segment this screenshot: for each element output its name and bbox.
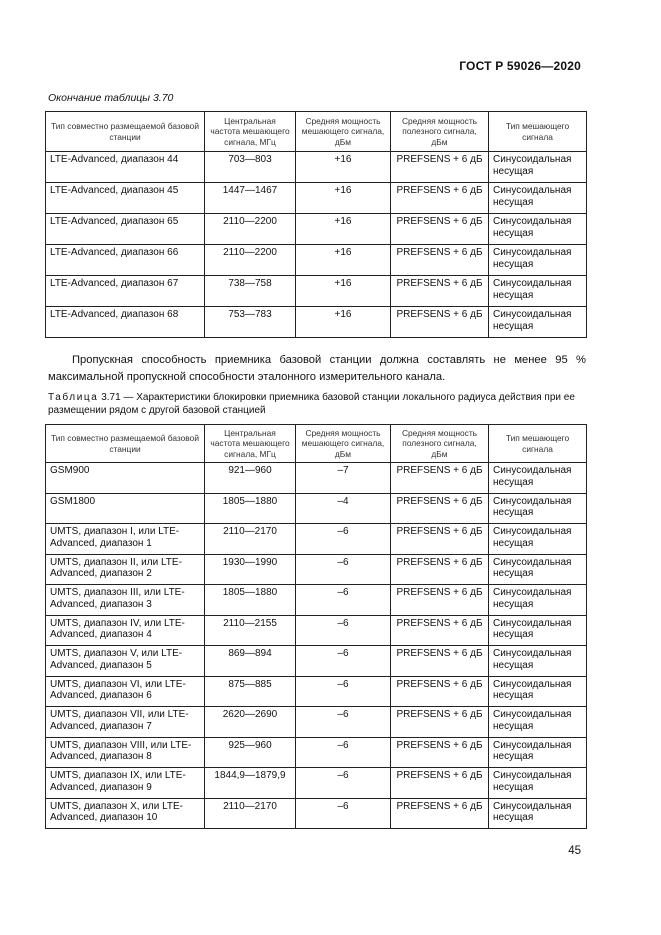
table-row [46, 676, 587, 707]
cell-center-frequency: 2110—2200 [205, 214, 296, 245]
cell-bs-type: UMTS, диапазон VI, или LTE-Advanced, диапазон 6 [46, 676, 205, 707]
cell-interferer-power: +16 [296, 307, 391, 338]
cell-bs-type: LTE-Advanced, диапазон 67 [46, 276, 205, 307]
cell-center-frequency: 2110—2200 [205, 245, 296, 276]
table-body [46, 152, 587, 338]
table-body [46, 463, 587, 829]
cell-wanted-power: PREFSENS + 6 дБ [391, 152, 489, 183]
column-header-center-frequency: Центральная частота мешающего сигнала, МГц [205, 112, 296, 152]
cell-interferer-power: –6 [296, 737, 391, 768]
cell-interferer-type: Синусоидальная несущая [489, 768, 587, 799]
cell-bs-type: GSM1800 [46, 493, 205, 524]
cell-wanted-power: PREFSENS + 6 дБ [391, 737, 489, 768]
cell-interferer-type: Синусоидальная несущая [489, 646, 587, 677]
cell-interferer-type: Синусоидальная несущая [489, 798, 587, 829]
table-row [46, 463, 587, 494]
cell-interferer-power: –7 [296, 463, 391, 494]
table-row [46, 615, 587, 646]
cell-wanted-power: PREFSENS + 6 дБ [391, 615, 489, 646]
cell-interferer-type: Синусоидальная несущая [489, 554, 587, 585]
table-3-71 [45, 424, 587, 829]
cell-interferer-type: Синусоидальная несущая [489, 737, 587, 768]
column-header-interferer-power: Средняя мощность мешающего сигнала, дБм [296, 425, 391, 463]
table-caption-text: 3.71 — Характеристики блокировки приемника базовой станции локального радиуса действия при ее размещении рядом с другой базовой станцией [48, 392, 575, 416]
column-header-bs-type: Тип совместно размещаемой базовой станции [46, 425, 205, 463]
table-row [46, 585, 587, 616]
cell-center-frequency: 921—960 [205, 463, 296, 494]
table-header-row [46, 112, 587, 152]
document-standard-header: ГОСТ Р 59026—2020 [459, 59, 581, 73]
cell-interferer-power: –6 [296, 554, 391, 585]
cell-interferer-type: Синусоидальная несущая [489, 615, 587, 646]
column-header-bs-type: Тип совместно размещаемой базовой станции [46, 112, 205, 152]
cell-center-frequency: 875—885 [205, 676, 296, 707]
cell-interferer-power: –6 [296, 798, 391, 829]
cell-wanted-power: PREFSENS + 6 дБ [391, 524, 489, 555]
cell-center-frequency: 2110—2155 [205, 615, 296, 646]
cell-wanted-power: PREFSENS + 6 дБ [391, 585, 489, 616]
cell-interferer-type: Синусоидальная несущая [489, 493, 587, 524]
cell-bs-type: UMTS, диапазон VII, или LTE-Advanced, диапазон 7 [46, 707, 205, 738]
table-371-caption [48, 391, 588, 417]
table-header-row [46, 425, 587, 463]
cell-interferer-power: +16 [296, 152, 391, 183]
cell-wanted-power: PREFSENS + 6 дБ [391, 463, 489, 494]
cell-bs-type: LTE-Advanced, диапазон 45 [46, 183, 205, 214]
cell-wanted-power: PREFSENS + 6 дБ [391, 183, 489, 214]
cell-center-frequency: 925—960 [205, 737, 296, 768]
cell-wanted-power: PREFSENS + 6 дБ [391, 276, 489, 307]
column-header-interferer-power: Средняя мощность мешающего сигнала, дБм [296, 112, 391, 152]
cell-bs-type: UMTS, диапазон VIII, или LTE-Advanced, диапазон 8 [46, 737, 205, 768]
cell-interferer-power: –6 [296, 524, 391, 555]
cell-center-frequency: 753—783 [205, 307, 296, 338]
column-header-center-frequency: Центральная частота мешающего сигнала, МГц [205, 425, 296, 463]
cell-interferer-power: –4 [296, 493, 391, 524]
table-row [46, 707, 587, 738]
cell-center-frequency: 2110—2170 [205, 524, 296, 555]
cell-center-frequency: 2110—2170 [205, 798, 296, 829]
cell-center-frequency: 1844,9—1879,9 [205, 768, 296, 799]
cell-interferer-type: Синусоидальная несущая [489, 585, 587, 616]
cell-interferer-type: Синусоидальная несущая [489, 524, 587, 555]
cell-bs-type: LTE-Advanced, диапазон 68 [46, 307, 205, 338]
column-header-interferer-type: Тип мешающего сигнала [489, 425, 587, 463]
cell-wanted-power: PREFSENS + 6 дБ [391, 676, 489, 707]
cell-bs-type: UMTS, диапазон III, или LTE-Advanced, диапазон 3 [46, 585, 205, 616]
cell-interferer-type: Синусоидальная несущая [489, 183, 587, 214]
table-3-70 [45, 111, 587, 338]
column-header-wanted-power: Средняя мощность полезного сигнала, дБм [391, 112, 489, 152]
cell-center-frequency: 738—758 [205, 276, 296, 307]
cell-bs-type: LTE-Advanced, диапазон 65 [46, 214, 205, 245]
cell-wanted-power: PREFSENS + 6 дБ [391, 307, 489, 338]
cell-wanted-power: PREFSENS + 6 дБ [391, 646, 489, 677]
cell-interferer-power: –6 [296, 646, 391, 677]
cell-interferer-type: Синусоидальная несущая [489, 245, 587, 276]
page-number: 45 [568, 845, 581, 857]
table-row [46, 798, 587, 829]
cell-center-frequency: 1805—1880 [205, 585, 296, 616]
cell-bs-type: UMTS, диапазон V, или LTE-Advanced, диапазон 5 [46, 646, 205, 677]
cell-wanted-power: PREFSENS + 6 дБ [391, 493, 489, 524]
table-row [46, 307, 587, 338]
table-row [46, 245, 587, 276]
cell-center-frequency: 2620—2690 [205, 707, 296, 738]
cell-interferer-power: +16 [296, 245, 391, 276]
cell-center-frequency: 1930—1990 [205, 554, 296, 585]
cell-interferer-power: –6 [296, 707, 391, 738]
cell-interferer-type: Синусоидальная несущая [489, 707, 587, 738]
table-row [46, 768, 587, 799]
cell-interferer-type: Синусоидальная несущая [489, 276, 587, 307]
cell-interferer-type: Синусоидальная несущая [489, 214, 587, 245]
table-row [46, 524, 587, 555]
cell-wanted-power: PREFSENS + 6 дБ [391, 245, 489, 276]
table-label: Таблица [48, 392, 99, 403]
cell-interferer-type: Синусоидальная несущая [489, 307, 587, 338]
cell-bs-type: UMTS, диапазон IX, или LTE-Advanced, диапазон 9 [46, 768, 205, 799]
cell-wanted-power: PREFSENS + 6 дБ [391, 554, 489, 585]
cell-bs-type: UMTS, диапазон II, или LTE-Advanced, диапазон 2 [46, 554, 205, 585]
table-row [46, 214, 587, 245]
throughput-paragraph: Пропускная способность приемника базовой станции должна составлять не менее 95 % максимальной пропускной способности эталонного измерительного канала. [48, 354, 586, 383]
cell-center-frequency: 1805—1880 [205, 493, 296, 524]
table-row [46, 276, 587, 307]
table-row [46, 554, 587, 585]
cell-bs-type: LTE-Advanced, диапазон 66 [46, 245, 205, 276]
cell-interferer-power: +16 [296, 214, 391, 245]
cell-interferer-power: –6 [296, 676, 391, 707]
cell-center-frequency: 1447—1467 [205, 183, 296, 214]
cell-bs-type: UMTS, диапазон I, или LTE-Advanced, диапазон 1 [46, 524, 205, 555]
table-row [46, 646, 587, 677]
table-row [46, 152, 587, 183]
cell-interferer-power: –6 [296, 615, 391, 646]
cell-interferer-type: Синусоидальная несущая [489, 463, 587, 494]
cell-wanted-power: PREFSENS + 6 дБ [391, 798, 489, 829]
cell-interferer-power: –6 [296, 768, 391, 799]
table-370-caption: Окончание таблицы 3.70 [48, 92, 174, 104]
cell-bs-type: GSM900 [46, 463, 205, 494]
cell-center-frequency: 703—803 [205, 152, 296, 183]
cell-interferer-type: Синусоидальная несущая [489, 676, 587, 707]
cell-wanted-power: PREFSENS + 6 дБ [391, 707, 489, 738]
table-row [46, 737, 587, 768]
cell-interferer-power: +16 [296, 276, 391, 307]
cell-bs-type: UMTS, диапазон X, или LTE-Advanced, диапазон 10 [46, 798, 205, 829]
cell-wanted-power: PREFSENS + 6 дБ [391, 768, 489, 799]
cell-wanted-power: PREFSENS + 6 дБ [391, 214, 489, 245]
table-row [46, 183, 587, 214]
column-header-interferer-type: Тип мешающего сигнала [489, 112, 587, 152]
cell-interferer-power: –6 [296, 585, 391, 616]
cell-bs-type: UMTS, диапазон IV, или LTE-Advanced, диапазон 4 [46, 615, 205, 646]
cell-bs-type: LTE-Advanced, диапазон 44 [46, 152, 205, 183]
cell-interferer-type: Синусоидальная несущая [489, 152, 587, 183]
column-header-wanted-power: Средняя мощность полезного сигнала, дБм [391, 425, 489, 463]
cell-interferer-power: +16 [296, 183, 391, 214]
cell-center-frequency: 869—894 [205, 646, 296, 677]
table-row [46, 493, 587, 524]
